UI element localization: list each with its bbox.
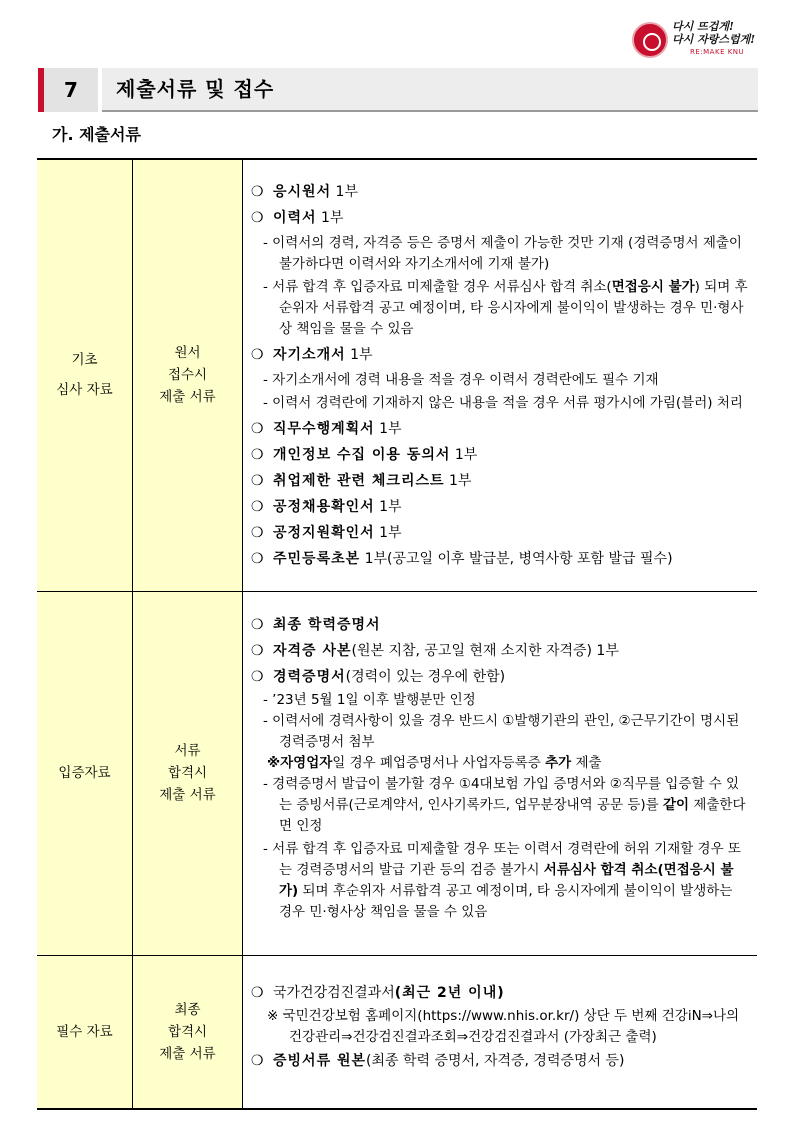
sub-item: - 이력서 경력란에 기재하지 않은 내용을 적을 경우 서류 평가시에 가림(블러) 처리: [263, 394, 743, 411]
document-name: 자기소개서: [273, 346, 346, 363]
documents-cell: [243, 955, 758, 1109]
stage-label: 접수시: [167, 367, 208, 384]
circle-bullet-icon: ❍: [251, 446, 264, 463]
circle-bullet-icon: ❍: [251, 642, 264, 659]
document-condition: (최근 2년 이내): [394, 984, 505, 1001]
sub-item: - 이력서에 경력사항이 있을 경우 반드시 ①발행기관의 관인, ②근무기간이 명시된 경력증명서 첨부: [263, 712, 740, 750]
document-item: [251, 416, 749, 442]
category-label: 입증자료: [58, 765, 111, 781]
document-item: [251, 1048, 749, 1074]
circle-bullet-icon: ❍: [251, 498, 264, 515]
document-detail: 1부: [444, 472, 472, 489]
section-title: 제출서류 및 접수: [116, 77, 275, 101]
document-detail: (원본 지참, 공고일 현재 소지한 자격증) 1부: [351, 642, 619, 659]
university-logo: [632, 18, 762, 62]
document-detail: (최종 학력 증명서, 자격증, 경력증명서 등): [366, 1052, 625, 1069]
documents-table: [37, 158, 757, 1110]
section-header: [38, 68, 758, 112]
note-text: ※ 국민건강보험 홈페이지(https://www.nhis.or.kr/) 상단 두 번째 건강iN⇒나의건강관리⇒건강검진결과조회⇒건강검진결과서 (가장최근 출력): [267, 1007, 740, 1045]
section-number: 7: [64, 78, 78, 102]
document-detail: 1부: [374, 524, 402, 541]
stage-label: 원서: [174, 345, 201, 362]
sub-item: - ’23년 5월 1일 이후 발행분만 인정: [263, 691, 476, 708]
document-name: 공정지원확인서: [273, 524, 375, 541]
stage-label: 합격시: [167, 1023, 208, 1040]
sub-item: - 자기소개서에 경력 내용을 적을 경우 이력서 경력란에도 필수 기재: [263, 371, 659, 388]
category-cell: [37, 591, 133, 955]
sub-item: - 경력증명서 발급이 불가할 경우 ①4대보험 가입 증명서와 ②직무를 입증할 수 있는 증빙서류(근로계약서, 인사기록카드, 업무분장내역 공문 등)를 같이 제출한다면 인정: [263, 775, 746, 834]
document-name: 경력증명서: [273, 668, 346, 685]
document-item: [251, 664, 749, 690]
stage-cell: [133, 591, 243, 955]
logo-brand: RE:MAKE KNU: [690, 48, 745, 56]
document-detail: 1부: [316, 209, 344, 226]
stage-label: 합격시: [167, 765, 208, 781]
table-row: [37, 955, 757, 1109]
logo-slogan: [672, 20, 755, 46]
document-name: 취업제한 관련 체크리스트: [273, 472, 445, 489]
category-label: 필수 자료: [56, 1023, 113, 1040]
document-item: [251, 205, 749, 231]
documents-cell: [243, 591, 758, 955]
document-name: 주민등록초본: [273, 550, 361, 567]
stage-label: 최종: [174, 1001, 201, 1018]
category-label: 기초: [71, 352, 98, 369]
document-detail: 1부: [345, 346, 373, 363]
circle-bullet-icon: ❍: [251, 616, 264, 633]
circle-bullet-icon: ❍: [251, 550, 264, 567]
document-item: [251, 980, 749, 1006]
document-item: [251, 520, 749, 546]
circle-bullet-icon: ❍: [251, 668, 264, 685]
note-text: ※자영업자일 경우 폐업증명서나 사업자등록증 추가 제출: [267, 754, 602, 771]
document-detail: 1부: [331, 183, 358, 200]
table-row: [37, 159, 757, 591]
documents-cell: [243, 159, 758, 591]
circle-bullet-icon: ❍: [251, 472, 264, 489]
university-seal-icon: [632, 22, 668, 58]
document-name: 이력서: [273, 209, 317, 226]
stage-label: 제출 서류: [159, 787, 216, 803]
document-name: 증빙서류 원본: [273, 1052, 367, 1069]
sub-item: - 이력서의 경력, 자격증 등은 증명서 제출이 가능한 것만 기재 (경력증명서 제출이 불가하다면 이력서와 자기소개서에 기재 불가): [263, 234, 742, 272]
circle-bullet-icon: ❍: [251, 524, 264, 541]
document-detail: 1부: [374, 420, 402, 437]
section-title-box: [102, 68, 758, 112]
logo-slogan-line1: 다시 뜨겁게!: [672, 20, 734, 33]
stage-cell: [133, 159, 243, 591]
table-row: [37, 591, 757, 955]
category-cell: [37, 955, 133, 1109]
document-item: [251, 442, 749, 468]
document-item: [251, 612, 749, 638]
stage-cell: [133, 955, 243, 1109]
document-detail: (경력이 있는 경우에 한함): [345, 668, 506, 685]
category-cell: [37, 159, 133, 591]
sub-item: - 서류 합격 후 입증자료 미제출할 경우 서류심사 합격 취소(면접응시 불가) 되며 후순위자 서류합격 공고 예정이며, 타 응시자에게 불이익이 발생하는 경우 민·형사상 책임을 물을 수 있음: [263, 278, 748, 337]
document-item: [251, 468, 749, 494]
category-label: 심사 자료: [56, 382, 113, 399]
circle-bullet-icon: ❍: [251, 183, 264, 200]
document-name: 응시원서: [273, 183, 332, 200]
document-item: [251, 638, 749, 664]
circle-bullet-icon: ❍: [251, 984, 264, 1001]
document-name: 최종 학력증명서: [273, 616, 381, 633]
document-item: [251, 546, 749, 572]
logo-slogan-line2: 다시 자랑스럽게!: [672, 33, 756, 46]
document-name: 자격증 사본: [273, 642, 352, 659]
circle-bullet-icon: ❍: [251, 420, 264, 437]
document-item: [251, 494, 749, 520]
document-name: 공정채용확인서: [273, 498, 375, 515]
stage-label: 서류: [174, 743, 201, 759]
sub-item: - 서류 합격 후 입증자료 미제출할 경우 또는 이력서 경력란에 허위 기재할 경우 또는 경력증명서의 발급 기관 등의 검증 불가시 서류심사 합격 취소(면접응시 불가) 되며 후순위자 서류합격 공고 예정이며, 타 응시자에게 불이익이 발생하는 경우 민·형사상 책임을 물을 수 있음: [263, 840, 741, 920]
document-item: [251, 179, 749, 205]
document-detail: 1부: [374, 498, 402, 515]
stage-label: 제출 서류: [159, 1045, 216, 1062]
document-name: 직무수행계획서: [273, 420, 375, 437]
document-item: [251, 342, 749, 368]
document-detail: 국가건강검진결과서: [273, 984, 395, 1001]
document-name: 개인정보 수집 이용 동의서: [273, 446, 451, 463]
document-detail: 1부: [450, 446, 478, 463]
stage-label: 제출 서류: [159, 389, 216, 406]
circle-bullet-icon: ❍: [251, 209, 264, 226]
circle-bullet-icon: ❍: [251, 1052, 264, 1069]
circle-bullet-icon: ❍: [251, 346, 264, 363]
document-detail: 1부(공고일 이후 발급분, 병역사항 포함 발급 필수): [360, 550, 673, 567]
subheading: 가. 제출서류: [52, 125, 141, 144]
